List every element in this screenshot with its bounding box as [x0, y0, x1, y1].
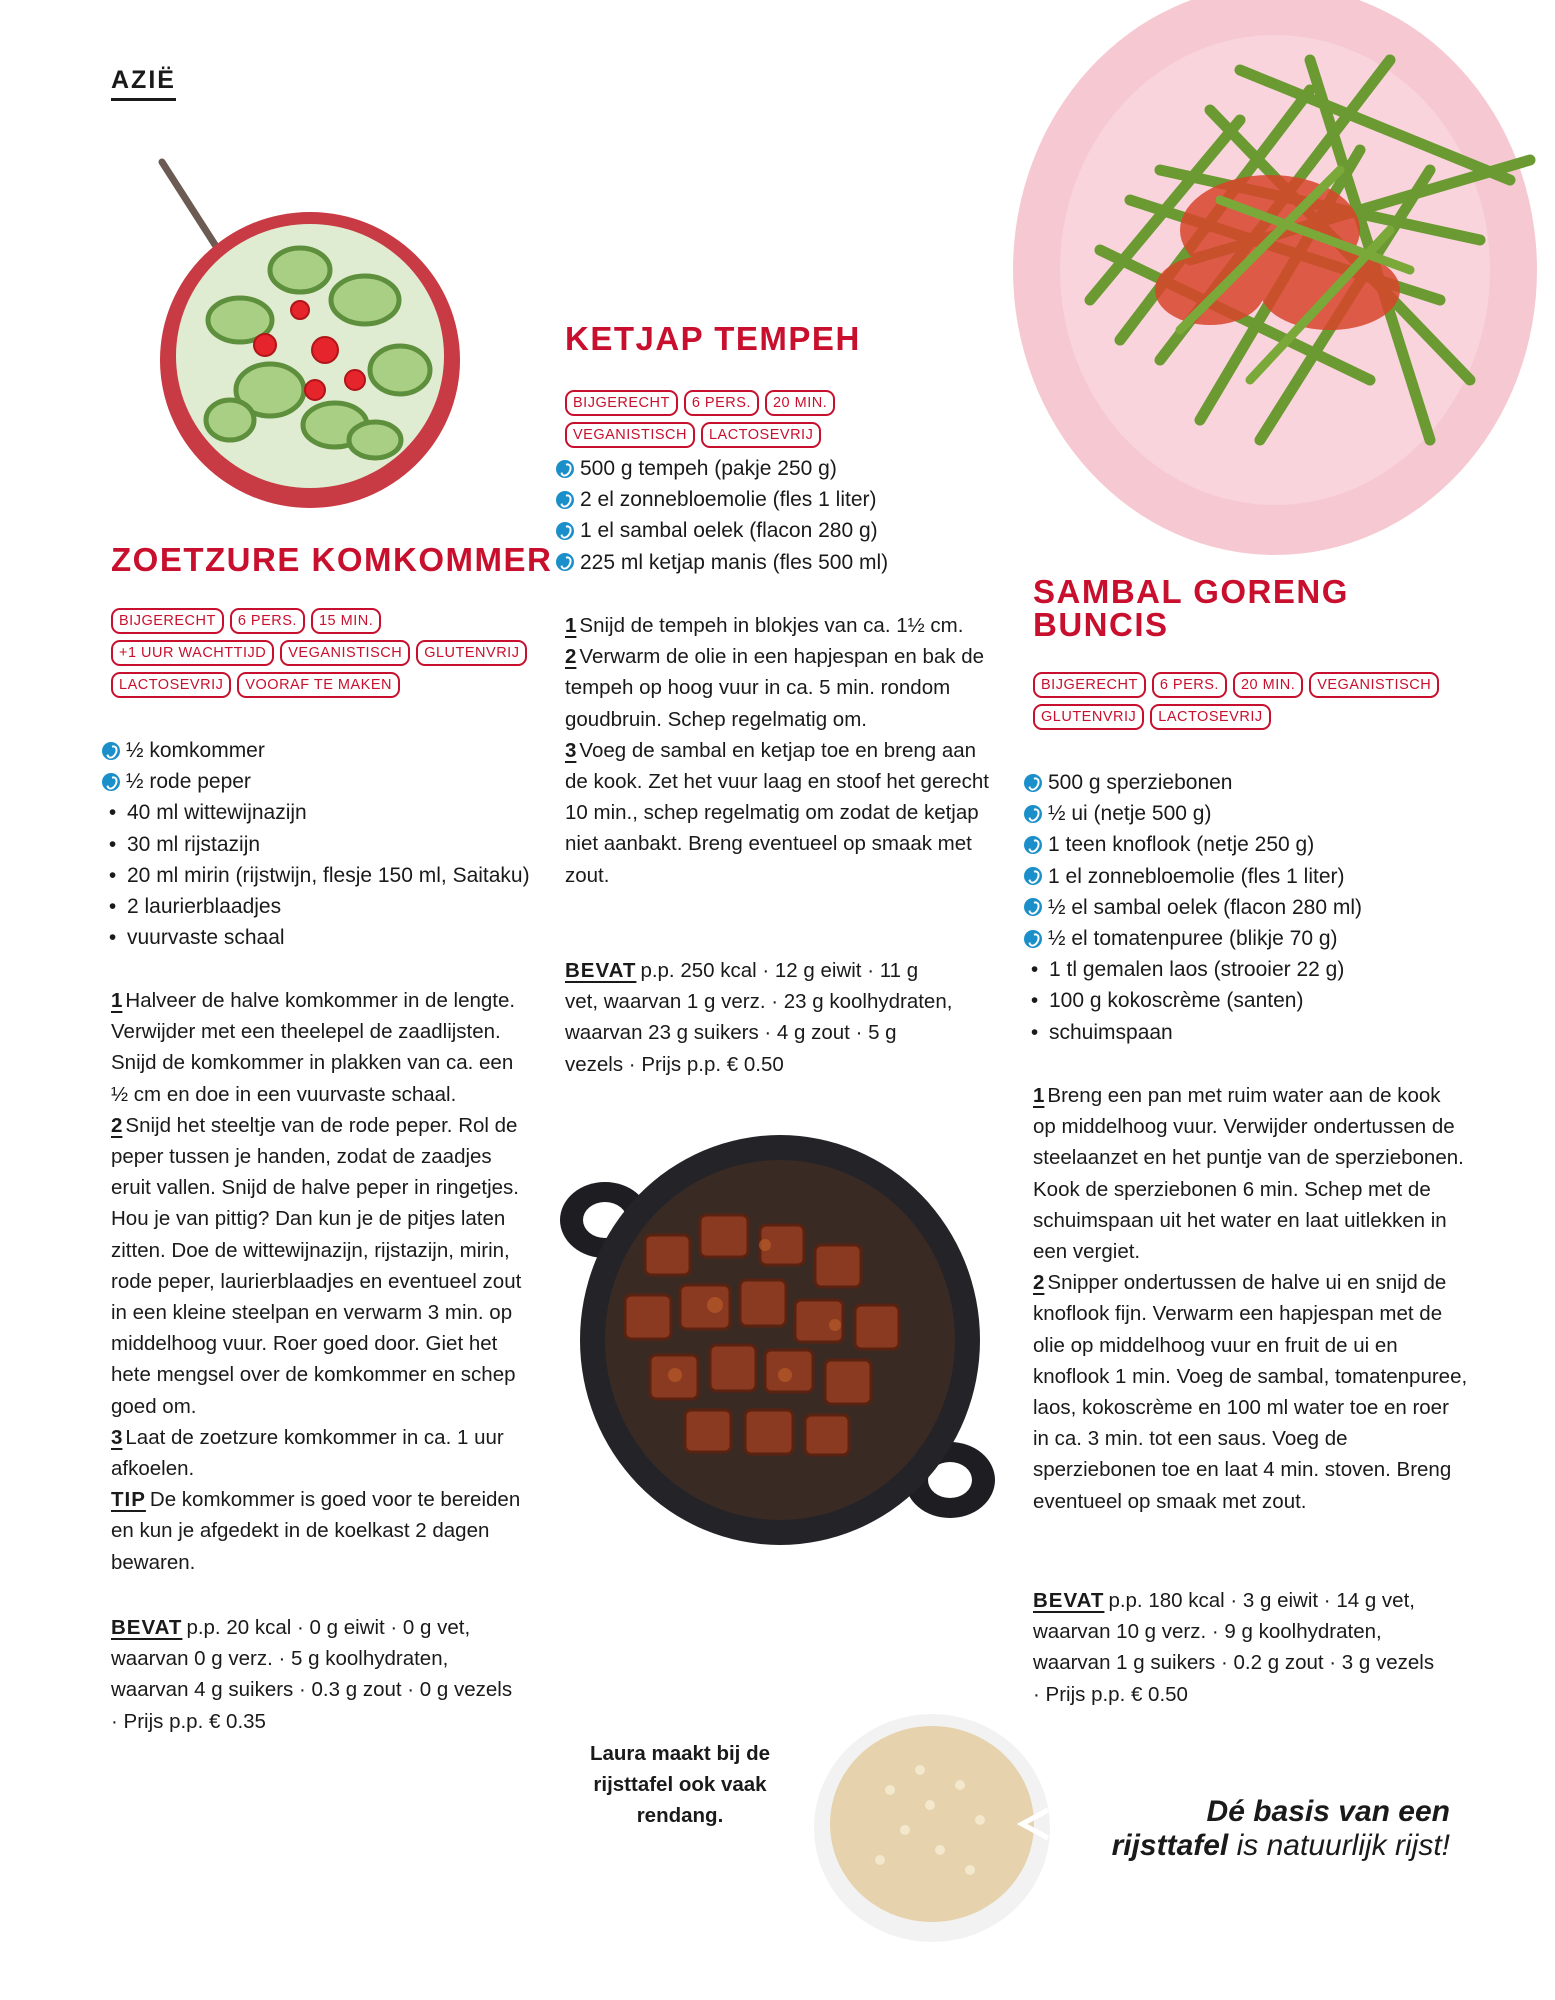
tip: TIP De komkommer is goed voor te bereiden en kun je afgedekt in de koelkast 2 dagen bewaren.: [111, 1488, 521, 1574]
vegetable-icon: [556, 522, 574, 540]
vegetable-icon: [556, 491, 574, 509]
recipe-title-ketjap: KETJAP TEMPEH: [565, 320, 861, 357]
vegetable-icon: [556, 460, 574, 478]
tag: 15 MIN.: [311, 608, 381, 634]
list-item: 1 el zonnebloemolie (fles 1 liter): [1024, 861, 1464, 892]
vegetable-icon: [556, 553, 574, 571]
caption-laura: Laura maakt bij de rijsttafel ook vaak rendang.: [589, 1742, 770, 1827]
caption-rice: Dé basis van een rijsttafel is natuurlijk rijst!: [1111, 1795, 1450, 1862]
bullet-icon: •: [108, 895, 117, 919]
list-item: 1 el sambal oelek (flacon 280 g): [556, 515, 976, 546]
vegetable-icon: [1024, 898, 1042, 916]
green-beans-plate-photo: [1010, 0, 1555, 560]
list-item: • 20 ml mirin (rijstwijn, flesje 150 ml, Saitaku): [102, 860, 542, 891]
list-item: 2 el zonnebloemolie (fles 1 liter): [556, 484, 976, 515]
tag: LACTOSEVRIJ: [701, 422, 821, 448]
list-item: ½ el tomatenpuree (blikje 70 g): [1024, 923, 1464, 954]
tag: GLUTENVRIJ: [416, 640, 527, 666]
bullet-icon: •: [108, 863, 117, 887]
step: 2 Snijd het steeltje van de rode peper. Rol de peper tussen je handen, zodat de zaadjes eruit vallen. Snijd de halve peper in ringetjes. Hou je van pittig? Dan kun je de pitjes laten zitten. Doe de wittewijnazijn, rijstazijn, mirin, rode peper, laurierblaadjes en eventueel zout in een kleine steelpan en verwarm 3 min. op middelhoog vuur. Roer goed door. Giet het hete mengsel over de komkommer en schep goed om.: [111, 1113, 522, 1418]
ingredients-zoetzure: [102, 735, 542, 953]
nutrition-ketjap: BEVAT p.p. 250 kcal · 12 g eiwit · 11 g vet, waarvan 1 g verz. · 23 g koolhydraten, waarvan 23 g suikers · 4 g zout · 5 g vezels · Prijs p.p. € 0.50: [565, 959, 953, 1076]
list-item: • 1 tl gemalen laos (strooier 22 g): [1024, 954, 1464, 985]
tags-zoetzure: [111, 608, 531, 698]
vegetable-icon: [1024, 836, 1042, 854]
bullet-icon: •: [1030, 1020, 1039, 1044]
list-item: • 2 laurierblaadjes: [102, 891, 542, 922]
list-item: 1 teen knoflook (netje 250 g): [1024, 829, 1464, 860]
tag: LACTOSEVRIJ: [1150, 704, 1270, 730]
tag: GLUTENVRIJ: [1033, 704, 1144, 730]
step: 2 Verwarm de olie in een hapjespan en bak de tempeh op hoog vuur in ca. 5 min. rondom goudbruin. Schep regelmatig om.: [565, 645, 984, 731]
step: 3 Laat de zoetzure komkommer in ca. 1 uur afkoelen.: [111, 1425, 504, 1481]
step: 3 Voeg de sambal en ketjap toe en breng aan de kook. Zet het vuur laag en stoof het gerecht 10 min., schep regelmatig om zodat de ketjap niet aanbakt. Breng eventueel op smaak met zout.: [565, 738, 989, 887]
step: 1 Breng een pan met ruim water aan de kook op middelhoog vuur. Verwijder ondertussen de steelaanzet en het puntje van de sperziebonen. Kook de sperziebonen 6 min. Schep met de schuimspaan uit het water en laat uitlekken in een vergiet.: [1033, 1084, 1464, 1264]
rice-bowl-photo: [810, 1710, 1055, 1945]
recipe-title-sambal: SAMBAL GORENG BUNCIS: [1033, 573, 1349, 643]
tag: 20 MIN.: [765, 390, 835, 416]
list-item: • 30 ml rijstazijn: [102, 829, 542, 860]
list-item: • 100 g kokoscrème (santen): [1024, 985, 1464, 1016]
steps-sambal: [1033, 1080, 1468, 1517]
list-item: ½ el sambal oelek (flacon 280 ml): [1024, 892, 1464, 923]
ingredients-sambal: [1024, 767, 1464, 1048]
tag: VEGANISTISCH: [280, 640, 410, 666]
list-item: ½ komkommer: [102, 735, 542, 766]
list-item: • schuimspaan: [1024, 1017, 1464, 1048]
tags-sambal: [1033, 672, 1453, 730]
tag: VEGANISTISCH: [565, 422, 695, 448]
bullet-icon: •: [108, 926, 117, 950]
list-item: 500 g sperziebonen: [1024, 767, 1464, 798]
list-item: • 40 ml wittewijnazijn: [102, 797, 542, 828]
vegetable-icon: [1024, 930, 1042, 948]
list-item: 225 ml ketjap manis (fles 500 ml): [556, 547, 976, 578]
list-item: • vuurvaste schaal: [102, 922, 542, 953]
nutrition-zoetzure: BEVAT p.p. 20 kcal · 0 g eiwit · 0 g vet, waarvan 0 g verz. · 5 g koolhydraten, waarvan 4 g suikers · 0.3 g zout · 0 g vezels · Prijs p.p. € 0.35: [111, 1616, 513, 1733]
list-item: 500 g tempeh (pakje 250 g): [556, 453, 976, 484]
steps-ketjap: [565, 610, 995, 891]
vegetable-icon: [102, 773, 120, 791]
tags-ketjap: [565, 390, 925, 448]
tag: BIJGERECHT: [111, 608, 224, 634]
vegetable-icon: [1024, 774, 1042, 792]
tag: LACTOSEVRIJ: [111, 672, 231, 698]
tag: VEGANISTISCH: [1309, 672, 1439, 698]
tempeh-skillet-photo: [555, 1125, 1005, 1565]
section-label: AZIË: [111, 66, 176, 101]
bullet-icon: •: [1030, 958, 1039, 982]
step: 1 Snijd de tempeh in blokjes van ca. 1½ cm.: [565, 614, 964, 637]
list-item: ½ rode peper: [102, 766, 542, 797]
vegetable-icon: [102, 742, 120, 760]
tag: +1 UUR WACHTTIJD: [111, 640, 274, 666]
tag: 20 MIN.: [1233, 672, 1303, 698]
tag: BIJGERECHT: [1033, 672, 1146, 698]
recipe-title-zoetzure: ZOETZURE KOMKOMMER: [111, 541, 553, 578]
vegetable-icon: [1024, 867, 1042, 885]
bullet-icon: •: [108, 801, 117, 825]
vegetable-icon: [1024, 805, 1042, 823]
nutrition-sambal: BEVAT p.p. 180 kcal · 3 g eiwit · 14 g vet, waarvan 10 g verz. · 9 g koolhydraten, waarvan 1 g suikers · 0.2 g zout · 3 g vezels · Prijs p.p. € 0.50: [1033, 1589, 1435, 1706]
tag: 6 PERS.: [1152, 672, 1227, 698]
bullet-icon: •: [1030, 989, 1039, 1013]
cucumber-bowl-photo: [150, 150, 480, 510]
list-item: ½ ui (netje 500 g): [1024, 798, 1464, 829]
tag: VOORAF TE MAKEN: [237, 672, 400, 698]
step: 1 Halveer de halve komkommer in de lengte. Verwijder met een theelepel de zaadlijsten. Snijd de komkommer in plakken van ca. een ½ cm en doe in een vuurvaste schaal.: [111, 989, 516, 1106]
tag: 6 PERS.: [684, 390, 759, 416]
bullet-icon: •: [108, 832, 117, 856]
tag: BIJGERECHT: [565, 390, 678, 416]
steps-zoetzure: [111, 985, 536, 1578]
step: 2 Snipper ondertussen de halve ui en snijd de knoflook fijn. Verwarm een hapjespan met de olie op middelhoog vuur en fruit de ui en knoflook 1 min. Voeg de sambal, tomatenpuree, laos, kokoscrème en 100 ml water toe en roer in ca. 3 min. tot een saus. Voeg de sperziebonen toe en laat 4 min. stoven. Breng eventueel op smaak met zout.: [1033, 1271, 1468, 1513]
tag: 6 PERS.: [230, 608, 305, 634]
ingredients-ketjap: [556, 453, 976, 578]
